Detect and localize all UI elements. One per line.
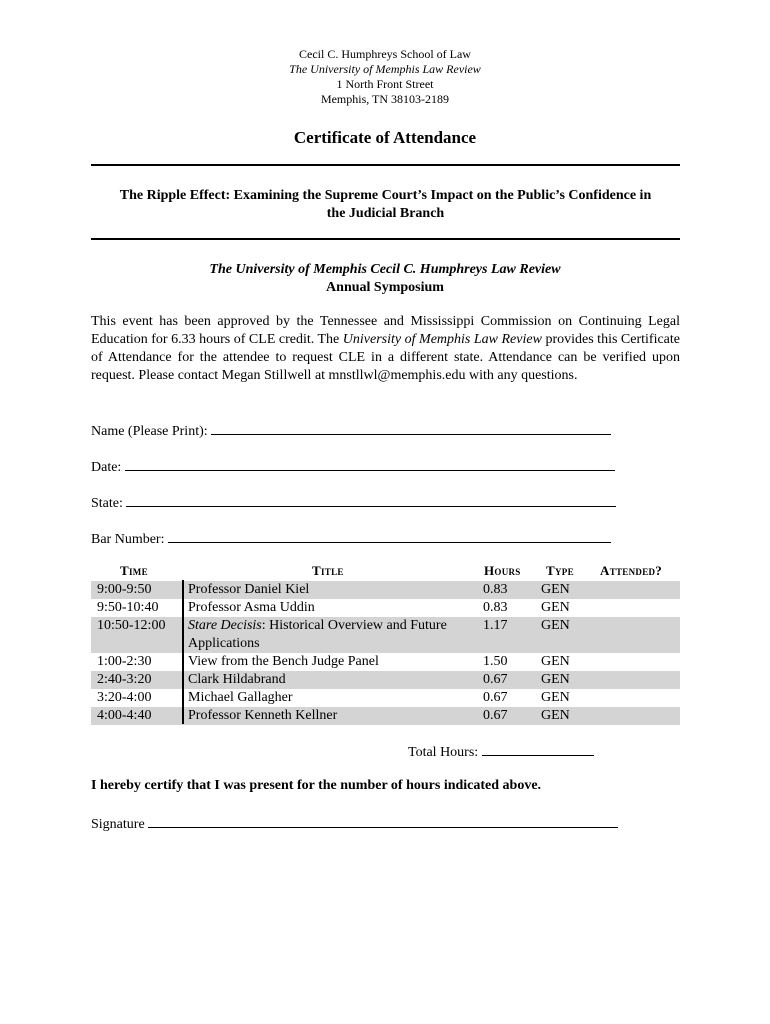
bar-number-field[interactable] (91, 529, 611, 549)
row-type: GEN (541, 654, 570, 669)
row-type: GEN (541, 708, 570, 723)
row-hours: 0.67 (483, 708, 508, 723)
row-title-rest: : Historical Overview and Future (261, 618, 447, 633)
city-address: Memphis, TN 38103-2189 (320, 92, 450, 106)
name-line[interactable] (211, 421, 611, 435)
intro-part-3: provides this Certificate of Attendance for the attendee to request CLE in a different state. Attendance can be verified upon request. Please contact Megan Stillwell at mnstllwl@memphis.edu with any questions. (91, 332, 680, 383)
col-header-type: Type (546, 563, 574, 578)
intro-part-1: This event has been approved by the Tennessee and Mississippi Commission on Continuing Legal Education for 6.33 hours of CLE credit. The (91, 314, 680, 347)
row-title: Clark Hildabrand (188, 672, 286, 687)
row-title (188, 617, 447, 635)
street-address: 1 North Front Street (336, 77, 434, 91)
row-hours: 1.50 (483, 654, 508, 669)
row-time: 2:40-3:20 (97, 672, 152, 687)
row-title-italic: Stare Decisis (188, 618, 262, 633)
date-field[interactable] (91, 457, 615, 477)
col-header-hours: Hours (484, 563, 521, 578)
row-hours: 0.67 (483, 690, 508, 705)
row-type: GEN (541, 672, 570, 687)
certification-statement: I hereby certify that I was present for the number of hours indicated above. (91, 778, 542, 793)
row-title: Michael Gallagher (188, 690, 293, 705)
signature-field[interactable] (91, 814, 618, 833)
signature-label: Signature (91, 817, 145, 832)
row-title: View from the Bench Judge Panel (188, 654, 379, 669)
table-row (91, 671, 680, 689)
row-time: 3:20-4:00 (97, 690, 152, 705)
col-header-title: Title (312, 563, 344, 578)
row-type: GEN (541, 690, 570, 705)
row-title: Professor Daniel Kiel (188, 582, 310, 597)
table-row (91, 599, 680, 617)
event-symposium: Annual Symposium (326, 280, 444, 295)
row-type: GEN (541, 618, 570, 633)
bar-number-label: Bar Number: (91, 532, 165, 547)
row-hours: 0.83 (483, 600, 508, 615)
symposium-subject (91, 187, 680, 223)
state-label: State: (91, 496, 123, 511)
table-row (91, 653, 680, 671)
row-title: Professor Kenneth Kellner (188, 708, 338, 723)
table-row (91, 581, 680, 599)
col-header-time: Time (120, 563, 148, 578)
subject-line-1: The Ripple Effect: Examining the Supreme Court’s Impact on the Public’s Confidence in (119, 188, 652, 203)
intro-review-italic: University of Memphis Law Review (342, 332, 542, 347)
row-title-line-2: Applications (188, 636, 260, 651)
total-hours-label: Total Hours: (408, 745, 479, 760)
signature-line[interactable] (148, 814, 618, 828)
row-hours: 0.83 (483, 582, 508, 597)
table-column-divider (182, 580, 184, 724)
event-review-name: The University of Memphis Cecil C. Humphreys Law Review (209, 262, 561, 277)
top-divider (91, 164, 680, 166)
school-name: Cecil C. Humphreys School of Law (299, 47, 471, 61)
row-time: 4:00-4:40 (97, 708, 152, 723)
row-time: 10:50-12:00 (97, 618, 166, 633)
state-field[interactable] (91, 493, 616, 513)
row-hours: 0.67 (483, 672, 508, 687)
name-label: Name (Please Print): (91, 424, 208, 439)
intro-paragraph (91, 313, 680, 385)
date-line[interactable] (125, 457, 615, 471)
bottom-divider (91, 238, 680, 240)
name-field[interactable] (91, 421, 611, 441)
row-time: 9:00-9:50 (97, 582, 152, 597)
row-type: GEN (541, 582, 570, 597)
table-row (91, 689, 680, 707)
certificate-title: Certificate of Attendance (293, 128, 477, 147)
subject-line-2: the Judicial Branch (326, 206, 445, 221)
table-row (91, 617, 680, 653)
col-header-attended: Attended? (600, 563, 663, 578)
total-hours-field[interactable] (408, 742, 594, 761)
row-time: 9:50-10:40 (97, 600, 159, 615)
row-hours: 1.17 (483, 618, 508, 633)
total-hours-line[interactable] (482, 742, 594, 756)
state-line[interactable] (126, 493, 616, 507)
row-type: GEN (541, 600, 570, 615)
table-row (91, 707, 680, 725)
row-title: Professor Asma Uddin (188, 600, 315, 615)
row-time: 1:00-2:30 (97, 654, 152, 669)
law-review-name: The University of Memphis Law Review (289, 62, 481, 76)
bar-number-line[interactable] (168, 529, 611, 543)
date-label: Date: (91, 460, 122, 475)
